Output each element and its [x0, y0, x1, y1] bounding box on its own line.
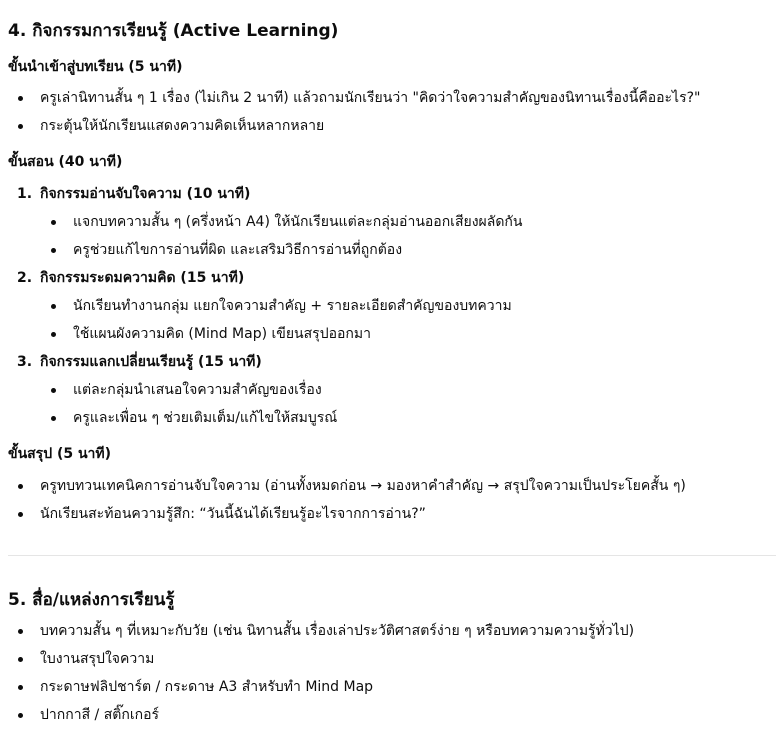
bullet: [51, 248, 56, 253]
section-4-heading: 4. กิจกรรมการเรียนรู้ (Active Learning): [8, 21, 339, 41]
list-item: แจกบทความสั้น ๆ (ครึ่งหน้า A4) ให้นักเรียนแต่ละกลุ่มอ่านออกเสียงผลัดกัน: [73, 214, 523, 230]
list-item: ครูและเพื่อน ๆ ช่วยเติมเต็ม/แก้ไขให้สมบูรณ์: [73, 410, 338, 426]
activity-number: 1.: [17, 186, 33, 202]
list-item: นักเรียนสะท้อนความรู้สึก: “วันนี้ฉันได้เรียนรู้อะไรจากการอ่าน?”: [40, 506, 426, 522]
bullet: [51, 220, 56, 225]
bullet: [18, 685, 23, 690]
activity-number: 2.: [17, 270, 33, 286]
list-item: กระตุ้นให้นักเรียนแสดงความคิดเห็นหลากหลาย: [40, 118, 325, 134]
list-item: แต่ละกลุ่มนำเสนอใจความสำคัญของเรื่อง: [73, 382, 322, 398]
list-item: ปากกาสี / สติ๊กเกอร์: [40, 707, 160, 723]
list-item: กระดาษฟลิปชาร์ต / กระดาษ A3 สำหรับทำ Mind Map: [40, 679, 374, 695]
list-item: ใบงานสรุปใจความ: [40, 651, 155, 667]
bullet: [51, 332, 56, 337]
activity-number: 3.: [17, 354, 33, 370]
bullet: [51, 388, 56, 393]
bullet: [18, 124, 23, 129]
activity-title: กิจกรรมระดมความคิด (15 นาที): [40, 270, 245, 286]
summary-heading: ขั้นสรุป (5 นาที): [8, 446, 112, 462]
section-divider: [8, 555, 776, 556]
bullet: [51, 304, 56, 309]
list-item: ครูเล่านิทานสั้น ๆ 1 เรื่อง (ไม่เกิน 2 นาที) แล้วถามนักเรียนว่า "คิดว่าใจความสำคัญของนิทานเรื่องนี้คืออะไร?": [40, 90, 701, 106]
list-item: บทความสั้น ๆ ที่เหมาะกับวัย (เช่น นิทานสั้น เรื่องเล่าประวัติศาสตร์ง่าย ๆ หรือบทความความรู้ทั่วไป): [40, 623, 635, 639]
intro-heading: ขั้นนำเข้าสู่บทเรียน (5 นาที): [8, 59, 183, 75]
teach-heading: ขั้นสอน (40 นาที): [8, 154, 123, 170]
bullet: [18, 484, 23, 489]
bullet: [18, 657, 23, 662]
bullet: [18, 713, 23, 718]
list-item: ใช้แผนผังความคิด (Mind Map) เขียนสรุปออกมา: [73, 326, 371, 342]
list-item: ครูทบทวนเทคนิคการอ่านจับใจความ (อ่านทั้งหมดก่อน → มองหาคำสำคัญ → สรุปใจความเป็นประโยคสั้น ๆ): [40, 478, 686, 494]
bullet: [18, 96, 23, 101]
list-item: นักเรียนทำงานกลุ่ม แยกใจความสำคัญ + รายละเอียดสำคัญของบทความ: [73, 298, 512, 314]
bullet: [51, 416, 56, 421]
activity-title: กิจกรรมอ่านจับใจความ (10 นาที): [40, 186, 251, 202]
section-5-heading: 5. สื่อ/แหล่งการเรียนรู้: [8, 590, 175, 610]
bullet: [18, 512, 23, 517]
list-item: ครูช่วยแก้ไขการอ่านที่ผิด และเสริมวิธีการอ่านที่ถูกต้อง: [73, 242, 403, 258]
activity-title: กิจกรรมแลกเปลี่ยนเรียนรู้ (15 นาที): [40, 354, 262, 370]
bullet: [18, 629, 23, 634]
